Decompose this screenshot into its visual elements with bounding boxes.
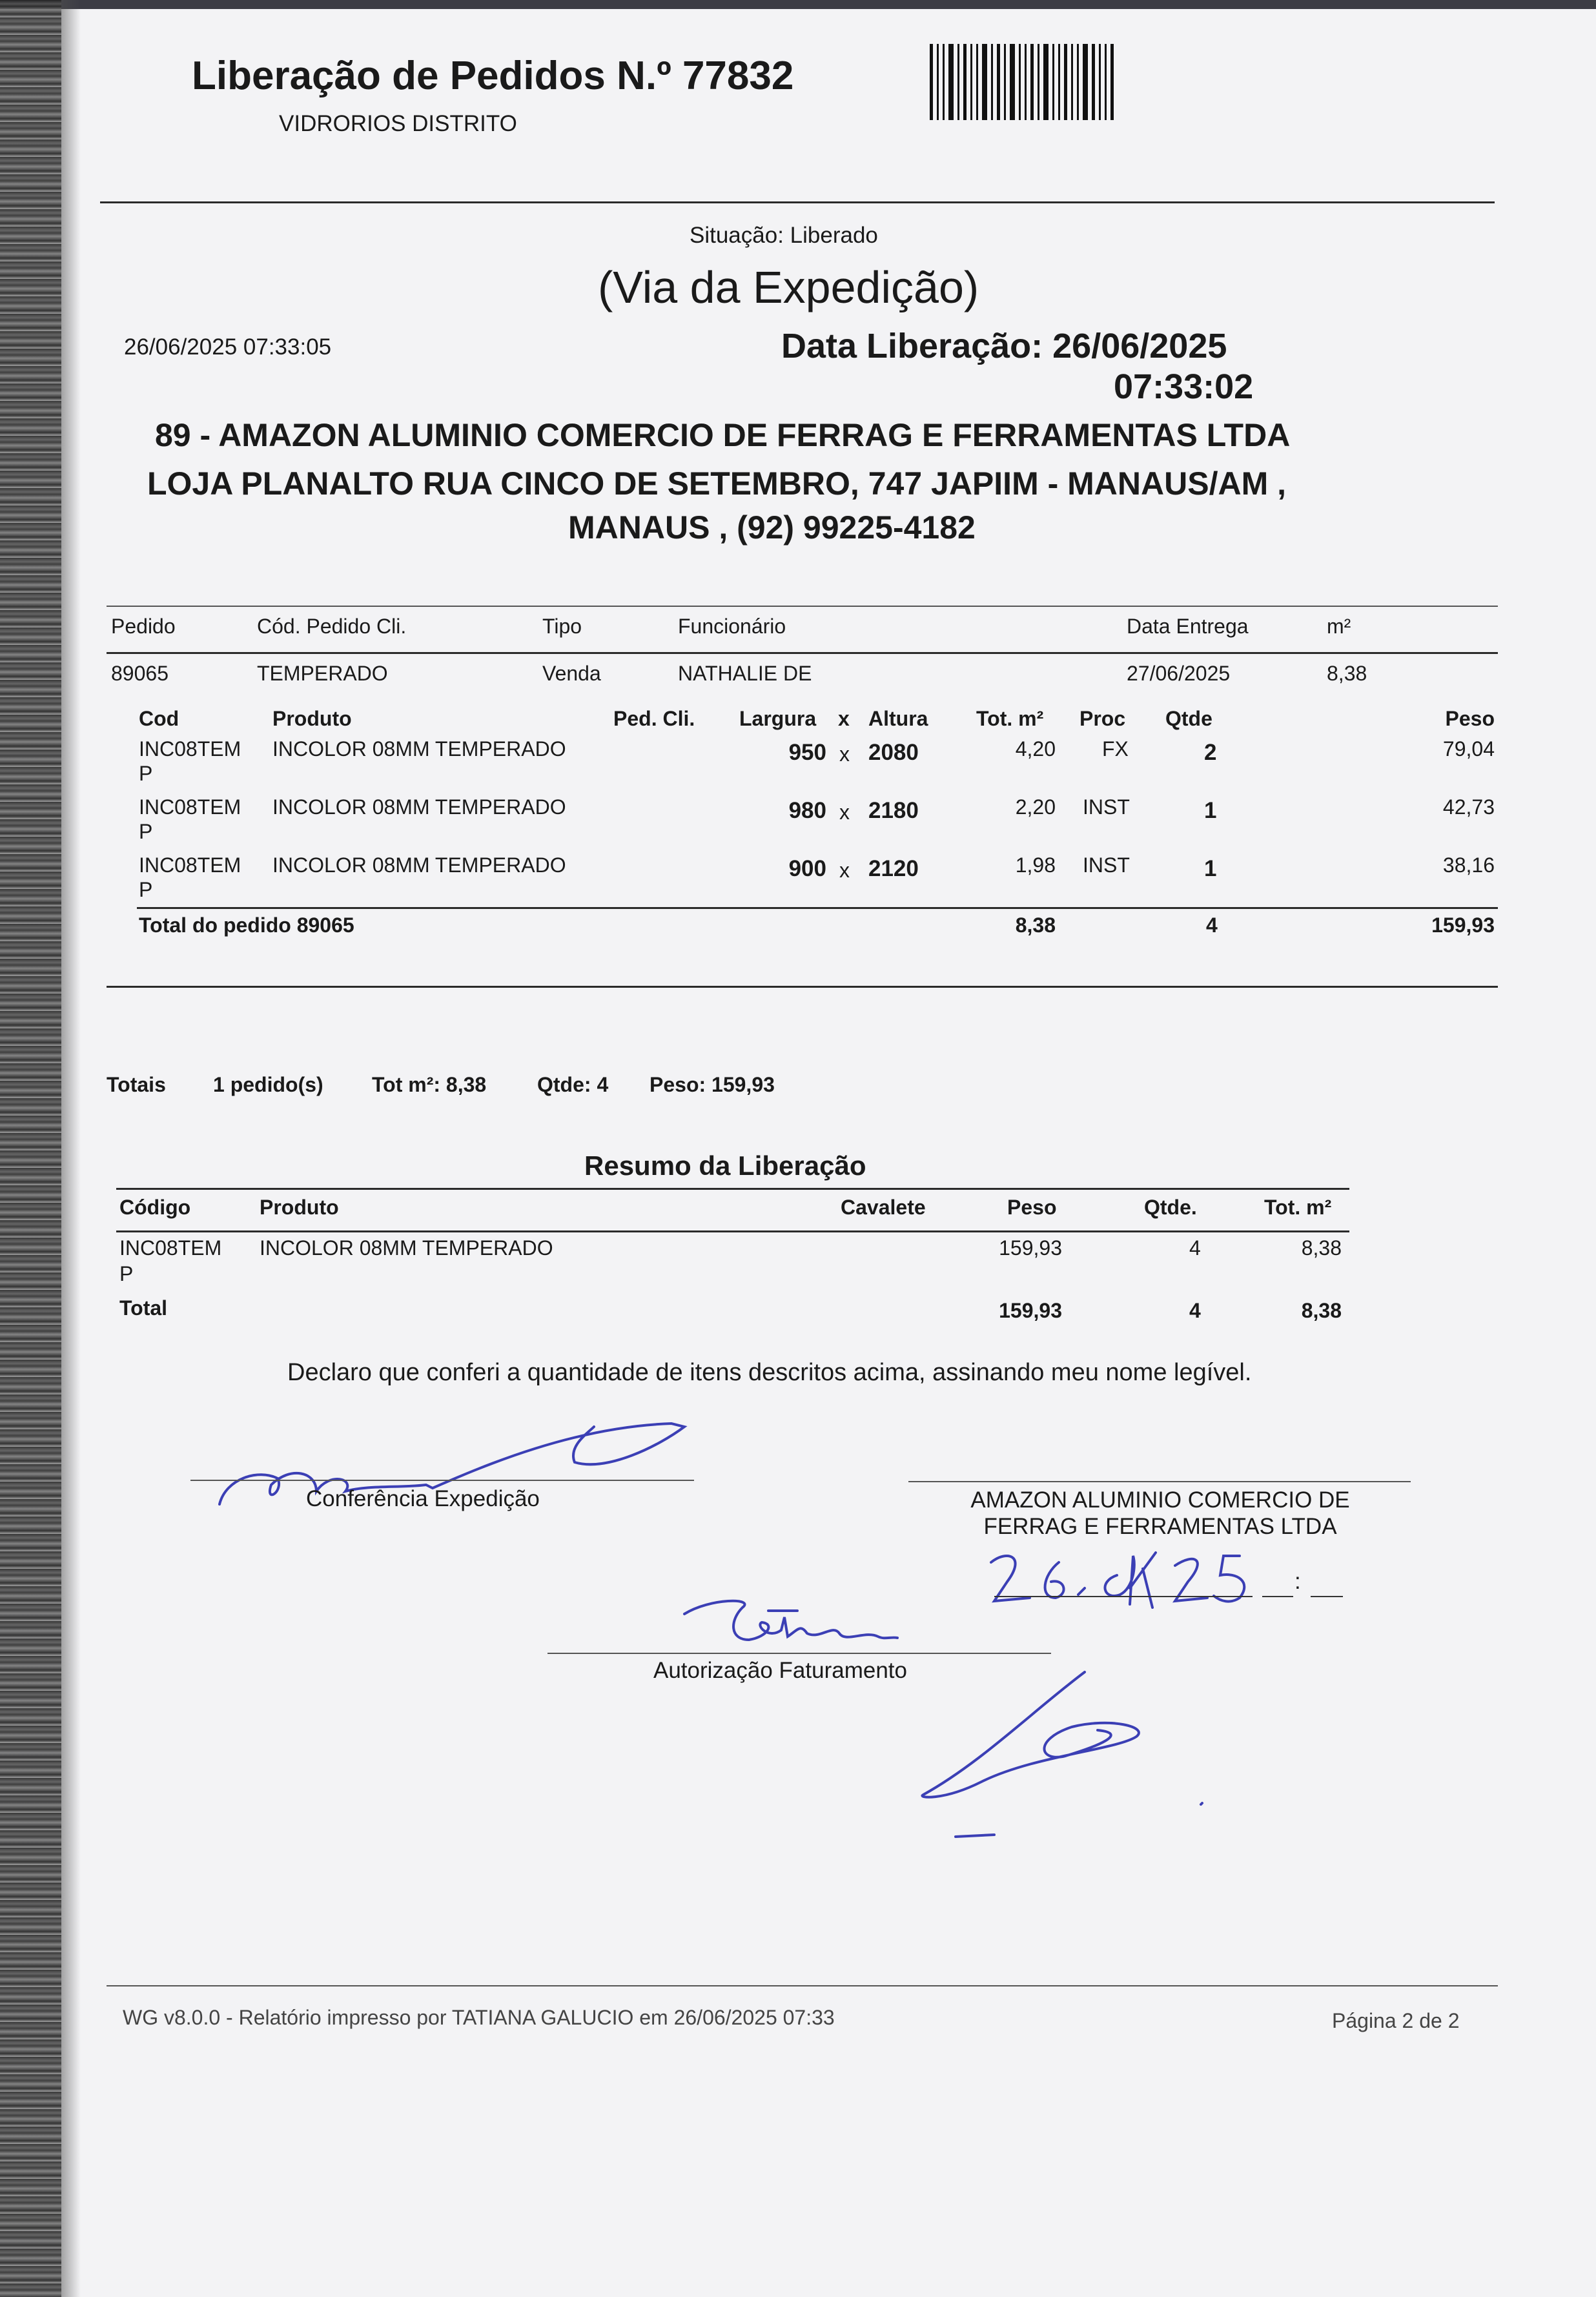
order-total-qtde: 4 xyxy=(1206,914,1218,937)
barcode-bar xyxy=(1110,44,1114,120)
barcode-bar xyxy=(1010,44,1015,120)
footer-line xyxy=(107,1985,1498,1986)
row-proc: INST xyxy=(1083,853,1130,877)
row-proc: INST xyxy=(1083,795,1130,819)
order-total-m2: 8,38 xyxy=(1015,914,1056,937)
items-col-cod: Cod xyxy=(139,707,179,730)
client-signature-line xyxy=(908,1481,1411,1482)
order-table-top xyxy=(107,606,1498,607)
totals-pedidos: 1 pedido(s) xyxy=(213,1073,323,1096)
table-row xyxy=(0,737,1596,789)
handwritten-date xyxy=(981,1543,1265,1620)
row-proc: FX xyxy=(1102,737,1129,761)
col-cod-pedido-cli: Cód. Pedido Cli. xyxy=(257,615,407,638)
summary-title: Resumo da Liberação xyxy=(584,1150,866,1181)
col-pedido: Pedido xyxy=(111,615,176,638)
order-section-end-line xyxy=(107,986,1498,988)
release-date: Data Liberação: 26/06/2025 xyxy=(781,327,1227,365)
col-data-entrega: Data Entrega xyxy=(1127,615,1249,638)
company-name: VIDRORIOS DISTRITO xyxy=(279,111,517,136)
barcode-bar xyxy=(1083,44,1088,120)
barcode-bar xyxy=(1077,44,1079,120)
row-tot-m2: 4,20 xyxy=(1015,737,1056,761)
release-time: 07:33:02 xyxy=(1114,367,1254,406)
value-pedido: 89065 xyxy=(111,662,169,685)
row-peso: 42,73 xyxy=(1442,795,1495,819)
barcode-bar xyxy=(1064,44,1067,120)
barcode-bar xyxy=(1099,44,1101,120)
summary-row-qtde: 4 xyxy=(1189,1236,1201,1260)
summary-total-tot-m2: 8,38 xyxy=(1301,1299,1342,1322)
items-col-proc: Proc xyxy=(1079,707,1126,730)
client-line-3: MANAUS , (92) 99225-4182 xyxy=(568,509,976,546)
row-cod-suffix: P xyxy=(139,762,153,785)
summary-col-codigo: Código xyxy=(119,1196,191,1219)
summary-col-cavalete: Cavalete xyxy=(841,1196,926,1219)
row-tot-m2: 2,20 xyxy=(1015,795,1056,819)
row-produto: INCOLOR 08MM TEMPERADO xyxy=(272,737,566,761)
col-tipo: Tipo xyxy=(542,615,582,638)
barcode-bar xyxy=(1019,44,1021,120)
barcode-bar xyxy=(943,44,945,120)
client-sign-name-2: FERRAG E FERRAMENTAS LTDA xyxy=(983,1514,1337,1539)
time-separator: : xyxy=(1294,1569,1301,1594)
order-total-label: Total do pedido 89065 xyxy=(139,914,354,937)
summary-header-line xyxy=(116,1230,1349,1232)
barcode-bar xyxy=(1025,44,1027,120)
row-produto: INCOLOR 08MM TEMPERADO xyxy=(272,795,566,819)
row-peso: 38,16 xyxy=(1442,853,1495,877)
row-qtde: 1 xyxy=(1204,856,1217,881)
summary-col-produto: Produto xyxy=(260,1196,339,1219)
barcode-bar xyxy=(976,44,978,120)
barcode-bar xyxy=(991,44,993,120)
totals-qtde: Qtde: 4 xyxy=(537,1073,609,1096)
summary-row xyxy=(0,1236,1596,1288)
order-total-peso: 159,93 xyxy=(1431,914,1495,937)
row-largura: 900 xyxy=(788,856,826,881)
barcode-bar xyxy=(1058,44,1060,120)
summary-col-tot-m2: Tot. m² xyxy=(1264,1196,1332,1219)
summary-total-peso: 159,93 xyxy=(999,1299,1062,1322)
client-line-2: LOJA PLANALTO RUA CINCO DE SETEMBRO, 747 JAPIIM - MANAUS/AM , xyxy=(147,465,1287,502)
authorization-signature-line xyxy=(547,1653,1051,1654)
row-x: x xyxy=(839,801,850,824)
row-peso: 79,04 xyxy=(1442,737,1495,761)
summary-row-tot-m2: 8,38 xyxy=(1301,1236,1342,1260)
scan-left-shadow xyxy=(61,0,81,2297)
barcode-bar xyxy=(1004,44,1006,120)
row-altura: 2080 xyxy=(868,740,919,765)
row-altura: 2120 xyxy=(868,856,919,881)
row-x: x xyxy=(839,859,850,882)
date-line xyxy=(994,1596,1253,1597)
summary-total-qtde: 4 xyxy=(1189,1299,1201,1322)
col-funcionario: Funcionário xyxy=(678,615,786,638)
signature-large xyxy=(904,1666,1227,1846)
conference-signature-line xyxy=(190,1480,694,1481)
value-tipo: Venda xyxy=(542,662,601,685)
barcode-bar xyxy=(982,44,987,120)
row-cod-suffix: P xyxy=(139,820,153,843)
summary-row-produto: INCOLOR 08MM TEMPERADO xyxy=(260,1236,553,1260)
barcode-bar xyxy=(1092,44,1095,120)
scan-left-edge xyxy=(0,0,61,2297)
row-cod-suffix: P xyxy=(139,878,153,901)
printed-datetime: 26/06/2025 07:33:05 xyxy=(124,334,332,360)
barcode-bar xyxy=(1030,44,1034,120)
row-largura: 950 xyxy=(788,740,826,765)
items-col-x: x xyxy=(838,707,850,730)
value-data-entrega: 27/06/2025 xyxy=(1127,662,1231,685)
copy-label: (Via da Expedição) xyxy=(598,262,979,312)
summary-row-peso: 159,93 xyxy=(999,1236,1062,1260)
signature-authorization xyxy=(671,1585,917,1656)
barcode-bar xyxy=(1105,44,1107,120)
col-m2: m² xyxy=(1327,615,1351,638)
summary-col-qtde: Qtde. xyxy=(1144,1196,1197,1219)
client-sign-name-1: AMAZON ALUMINIO COMERCIO DE xyxy=(970,1487,1350,1513)
header-divider xyxy=(100,201,1495,203)
barcode-bar xyxy=(1043,44,1049,120)
page-number: Página 2 de 2 xyxy=(1332,2009,1460,2032)
barcode xyxy=(930,44,1175,120)
row-cod: INC08TEM xyxy=(139,737,241,761)
items-col-qtde: Qtde xyxy=(1165,707,1212,730)
summary-row-codigo: INC08TEM xyxy=(119,1236,222,1260)
totals-m2: Tot m²: 8,38 xyxy=(372,1073,487,1096)
barcode-bar xyxy=(937,44,939,120)
summary-col-peso: Peso xyxy=(1007,1196,1057,1219)
table-row xyxy=(0,853,1596,905)
barcode-bar xyxy=(948,44,954,120)
page-title: Liberação de Pedidos N.º 77832 xyxy=(192,54,794,98)
authorization-label: Autorização Faturamento xyxy=(653,1658,907,1683)
time-line-1 xyxy=(1262,1596,1293,1597)
row-cod: INC08TEM xyxy=(139,853,241,877)
order-table-header-line xyxy=(107,652,1498,654)
value-funcionario: NATHALIE DE xyxy=(678,662,812,685)
barcode-bar xyxy=(1038,44,1039,120)
value-m2: 8,38 xyxy=(1327,662,1367,685)
footer-left-text: WG v8.0.0 - Relatório impresso por TATIANA GALUCIO em 26/06/2025 07:33 xyxy=(123,2006,835,2029)
row-x: x xyxy=(839,742,850,766)
barcode-bar xyxy=(997,44,1000,120)
summary-total-label: Total xyxy=(119,1296,168,1320)
summary-row-codigo-suffix: P xyxy=(119,1262,134,1285)
time-line-2 xyxy=(1311,1596,1343,1597)
items-col-ped-cli: Ped. Cli. xyxy=(613,707,695,730)
items-col-tot-m2: Tot. m² xyxy=(976,707,1044,730)
row-altura: 2180 xyxy=(868,798,919,823)
items-col-altura: Altura xyxy=(868,707,928,730)
barcode-bar xyxy=(930,44,933,120)
items-col-largura: Largura xyxy=(739,707,817,730)
barcode-bar xyxy=(1052,44,1054,120)
barcode-bar xyxy=(963,44,967,120)
row-qtde: 1 xyxy=(1204,798,1217,823)
barcode-bar xyxy=(957,44,959,120)
barcode-bar xyxy=(1071,44,1073,120)
totals-label: Totais xyxy=(107,1073,166,1096)
scan-top-edge xyxy=(0,0,1596,9)
row-largura: 980 xyxy=(788,798,826,823)
barcode-bar xyxy=(970,44,972,120)
declaration-text: Declaro que conferi a quantidade de itens descritos acima, assinando meu nome legível. xyxy=(287,1359,1252,1386)
table-row xyxy=(0,795,1596,847)
items-col-produto: Produto xyxy=(272,707,352,730)
row-tot-m2: 1,98 xyxy=(1015,853,1056,877)
totals-peso: Peso: 159,93 xyxy=(650,1073,775,1096)
conference-label: Conferência Expedição xyxy=(306,1486,540,1511)
row-cod: INC08TEM xyxy=(139,795,241,819)
status-text: Situação: Liberado xyxy=(690,223,878,248)
value-cod-pedido-cli: TEMPERADO xyxy=(257,662,388,685)
summary-top-line xyxy=(116,1188,1349,1190)
row-qtde: 2 xyxy=(1204,740,1217,765)
items-col-peso: Peso xyxy=(1445,707,1495,730)
items-total-line xyxy=(137,907,1498,909)
client-line-1: 89 - AMAZON ALUMINIO COMERCIO DE FERRAG E FERRAMENTAS LTDA xyxy=(155,417,1291,453)
row-produto: INCOLOR 08MM TEMPERADO xyxy=(272,853,566,877)
